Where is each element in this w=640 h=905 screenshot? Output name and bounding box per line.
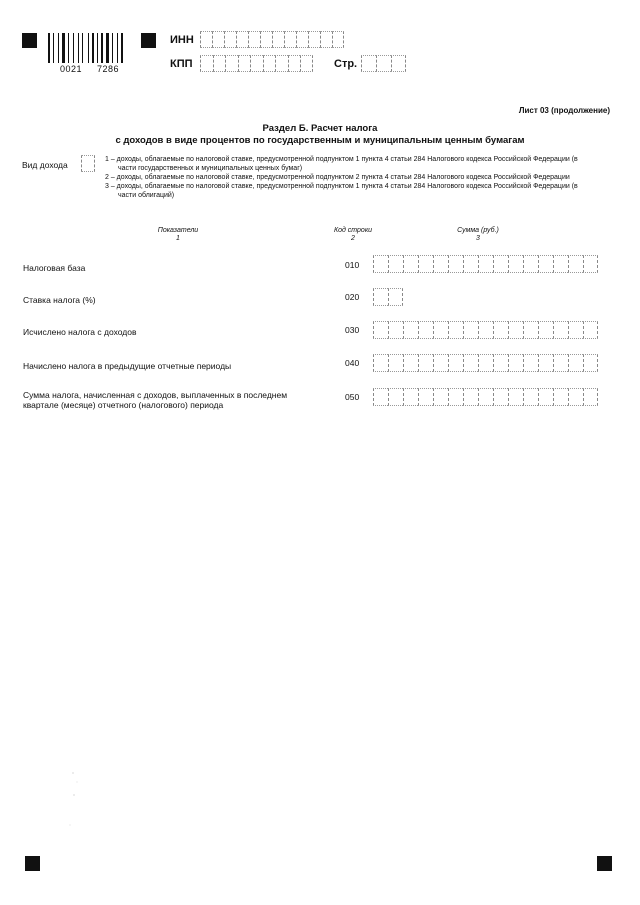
- input-cell[interactable]: [478, 354, 493, 372]
- barcode-bar: [48, 33, 50, 63]
- input-cell[interactable]: [433, 354, 448, 372]
- input-cell[interactable]: [463, 255, 478, 273]
- input-cell[interactable]: [373, 354, 388, 372]
- sheet-label: Лист 03 (продолжение): [518, 106, 610, 115]
- barcode-number-right: 7286: [97, 64, 120, 74]
- input-cell[interactable]: [463, 321, 478, 339]
- tax-last-quarter-input-cells[interactable]: [373, 388, 598, 406]
- input-cell[interactable]: [583, 255, 598, 273]
- tax-calculated-input-cells[interactable]: [373, 321, 598, 339]
- barcode-bar: [84, 33, 87, 63]
- row-code-020: 020: [345, 292, 360, 302]
- input-cell[interactable]: [553, 255, 568, 273]
- row-code-010: 010: [345, 260, 360, 270]
- column-header-sum-number: 3: [476, 235, 480, 242]
- page-number-cells[interactable]: [361, 55, 406, 72]
- input-cell[interactable]: [236, 31, 248, 48]
- row-label-tax-previous-periods: Начислено налога в предыдущие отчетные периоды: [23, 361, 232, 371]
- input-cell[interactable]: [538, 388, 553, 406]
- input-cell[interactable]: [388, 288, 403, 306]
- input-cell[interactable]: [583, 321, 598, 339]
- barcode-bar: [60, 33, 61, 63]
- barcode-bar: [92, 33, 94, 63]
- barcode-bar: [104, 33, 105, 63]
- input-cell[interactable]: [493, 354, 508, 372]
- input-cell[interactable]: [523, 255, 538, 273]
- input-cell[interactable]: [403, 321, 418, 339]
- tax-base-input-cells[interactable]: [373, 255, 598, 273]
- input-cell[interactable]: [388, 354, 403, 372]
- kpp-input-cells[interactable]: [200, 55, 313, 72]
- input-cell[interactable]: [391, 55, 406, 72]
- column-header-indicators: [128, 227, 228, 243]
- input-cell[interactable]: [238, 55, 251, 72]
- input-cell[interactable]: [463, 354, 478, 372]
- input-cell[interactable]: [332, 31, 344, 48]
- input-cell[interactable]: [250, 55, 263, 72]
- input-cell[interactable]: [508, 321, 523, 339]
- input-cell[interactable]: [538, 354, 553, 372]
- input-cell[interactable]: [553, 321, 568, 339]
- input-cell[interactable]: [200, 31, 212, 48]
- input-cell[interactable]: [403, 354, 418, 372]
- input-cell[interactable]: [448, 354, 463, 372]
- input-cell[interactable]: [284, 31, 296, 48]
- barcode-bar: [73, 33, 74, 63]
- barcode-bar: [53, 33, 54, 63]
- section-title-line1: Раздел Б. Расчет налога: [262, 123, 378, 134]
- input-cell[interactable]: [272, 31, 284, 48]
- input-cell[interactable]: [373, 255, 388, 273]
- row-label-tax-base: Налоговая база: [23, 263, 86, 273]
- registration-marker-bottom-left: [25, 856, 40, 871]
- column-header-indicators-label: Показатели: [157, 227, 199, 234]
- input-cell[interactable]: [448, 388, 463, 406]
- column-header-indicators-number: 1: [176, 235, 180, 242]
- input-cell[interactable]: [200, 55, 213, 72]
- barcode-bar: [90, 33, 91, 63]
- barcode-bar: [124, 33, 125, 63]
- column-header-sum-label: Сумма (руб.): [457, 227, 499, 234]
- input-cell[interactable]: [538, 321, 553, 339]
- income-type-cell[interactable]: [81, 155, 95, 172]
- barcode-number-left: 0021: [60, 64, 83, 74]
- input-cell[interactable]: [388, 321, 403, 339]
- barcode-bar: [95, 33, 96, 63]
- barcode-bar: [82, 33, 83, 63]
- input-cell[interactable]: [320, 31, 332, 48]
- scan-specks: [68, 770, 88, 830]
- income-type-option-2: 2 – доходы, облагаемые по налоговой ставке, предусмотренной подпунктом 2 пункта 4 статьи 284 Налогового кодекса Российской Федерации: [105, 174, 570, 181]
- barcode-bar: [80, 33, 81, 63]
- row-code-040: 040: [345, 358, 360, 368]
- input-cell[interactable]: [225, 55, 238, 72]
- barcode-bar: [99, 33, 100, 63]
- barcode-bar: [114, 33, 116, 63]
- input-cell[interactable]: [493, 388, 508, 406]
- barcode-bar: [68, 33, 69, 63]
- input-cell[interactable]: [288, 55, 301, 72]
- input-cell[interactable]: [418, 321, 433, 339]
- input-cell[interactable]: [508, 354, 523, 372]
- input-cell[interactable]: [553, 388, 568, 406]
- page-label: Стр.: [334, 58, 358, 70]
- barcode-bar: [121, 33, 123, 63]
- input-cell[interactable]: [81, 155, 95, 172]
- income-type-label: Вид дохода: [22, 160, 68, 170]
- input-cell[interactable]: [553, 354, 568, 372]
- input-cell[interactable]: [308, 31, 320, 48]
- barcode-bar: [110, 33, 111, 63]
- barcode-bar: [78, 33, 79, 63]
- input-cell[interactable]: [212, 31, 224, 48]
- income-type-options: [105, 155, 585, 200]
- input-cell[interactable]: [213, 55, 226, 72]
- column-header-code-label: Код строки: [333, 227, 373, 234]
- input-cell[interactable]: [300, 55, 313, 72]
- input-cell[interactable]: [263, 55, 276, 72]
- input-cell[interactable]: [433, 388, 448, 406]
- input-cell[interactable]: [373, 321, 388, 339]
- input-cell[interactable]: [260, 31, 272, 48]
- input-cell[interactable]: [568, 388, 583, 406]
- input-cell[interactable]: [523, 321, 538, 339]
- input-cell[interactable]: [248, 31, 260, 48]
- income-type-option-1: 1 – доходы, облагаемые по налоговой ставке, предусмотренной подпунктом 1 пункта 4 статьи 284 Налогового кодекса Российской Федерации (в части государственных и муниципальных ценных бумаг): [105, 156, 578, 172]
- input-cell[interactable]: [538, 255, 553, 273]
- barcode-bar: [66, 33, 67, 63]
- input-cell[interactable]: [583, 354, 598, 372]
- input-cell[interactable]: [508, 388, 523, 406]
- barcode-bar: [55, 33, 57, 63]
- barcode-bar: [101, 33, 103, 63]
- row-code-050: 050: [345, 392, 360, 402]
- input-cell[interactable]: [373, 388, 388, 406]
- income-type-option-3: 3 – доходы, облагаемые по налоговой ставке, предусмотренной подпунктом 1 пункта 4 статьи 284 Налогового кодекса Российской Федерации (в части облигаций): [105, 183, 578, 199]
- barcode-bar: [51, 33, 52, 63]
- input-cell[interactable]: [508, 255, 523, 273]
- input-cell[interactable]: [361, 55, 376, 72]
- row-code-030: 030: [345, 325, 360, 335]
- input-cell[interactable]: [478, 388, 493, 406]
- row-label-tax-last-quarter: Сумма налога, начисленная с доходов, выплаченных в последнем квартале (месяце) отчетного (налогового) периода: [23, 390, 288, 410]
- barcode-bar: [119, 33, 120, 63]
- input-cell[interactable]: [448, 321, 463, 339]
- input-cell[interactable]: [568, 255, 583, 273]
- input-cell[interactable]: [403, 255, 418, 273]
- row-label-tax-rate: Ставка налога (%): [23, 295, 96, 305]
- inn-input-cells[interactable]: [200, 31, 344, 48]
- input-cell[interactable]: [523, 388, 538, 406]
- input-cell[interactable]: [448, 255, 463, 273]
- column-header-sum: [438, 227, 518, 243]
- input-cell[interactable]: [493, 321, 508, 339]
- input-cell[interactable]: [523, 354, 538, 372]
- input-cell[interactable]: [418, 388, 433, 406]
- tax-previous-periods-input-cells[interactable]: [373, 354, 598, 372]
- barcode: [48, 33, 130, 63]
- input-cell[interactable]: [403, 388, 418, 406]
- column-header-code-number: 2: [351, 235, 355, 242]
- column-header-code: [318, 227, 388, 243]
- barcode-bar: [62, 33, 65, 63]
- barcode-bar: [97, 33, 98, 63]
- input-cell[interactable]: [478, 255, 493, 273]
- barcode-bar: [106, 33, 109, 63]
- input-cell[interactable]: [463, 388, 478, 406]
- barcode-bar: [58, 33, 59, 63]
- section-title-line2: с доходов в виде процентов по государственным и муниципальным ценным бумагам: [115, 135, 525, 146]
- input-cell[interactable]: [296, 31, 308, 48]
- barcode-bar: [112, 33, 113, 63]
- input-cell[interactable]: [433, 321, 448, 339]
- input-cell[interactable]: [583, 388, 598, 406]
- registration-marker-top-left: [22, 33, 37, 48]
- tax-rate-input-cells[interactable]: [373, 288, 403, 306]
- input-cell[interactable]: [433, 255, 448, 273]
- input-cell[interactable]: [568, 321, 583, 339]
- barcode-bar: [70, 33, 72, 63]
- input-cell[interactable]: [388, 388, 403, 406]
- kpp-label: КПП: [170, 58, 193, 70]
- barcode-bar: [88, 33, 89, 63]
- row-label-tax-calculated: Исчислено налога с доходов: [23, 327, 137, 337]
- input-cell[interactable]: [493, 255, 508, 273]
- inn-label: ИНН: [170, 34, 194, 46]
- input-cell[interactable]: [373, 288, 388, 306]
- registration-marker-top-right: [141, 33, 156, 48]
- barcode-bar: [75, 33, 77, 63]
- registration-marker-bottom-right: [597, 856, 612, 871]
- input-cell[interactable]: [418, 354, 433, 372]
- input-cell[interactable]: [275, 55, 288, 72]
- input-cell[interactable]: [224, 31, 236, 48]
- input-cell[interactable]: [418, 255, 433, 273]
- input-cell[interactable]: [478, 321, 493, 339]
- barcode-bar: [117, 33, 118, 63]
- input-cell[interactable]: [376, 55, 391, 72]
- input-cell[interactable]: [568, 354, 583, 372]
- input-cell[interactable]: [388, 255, 403, 273]
